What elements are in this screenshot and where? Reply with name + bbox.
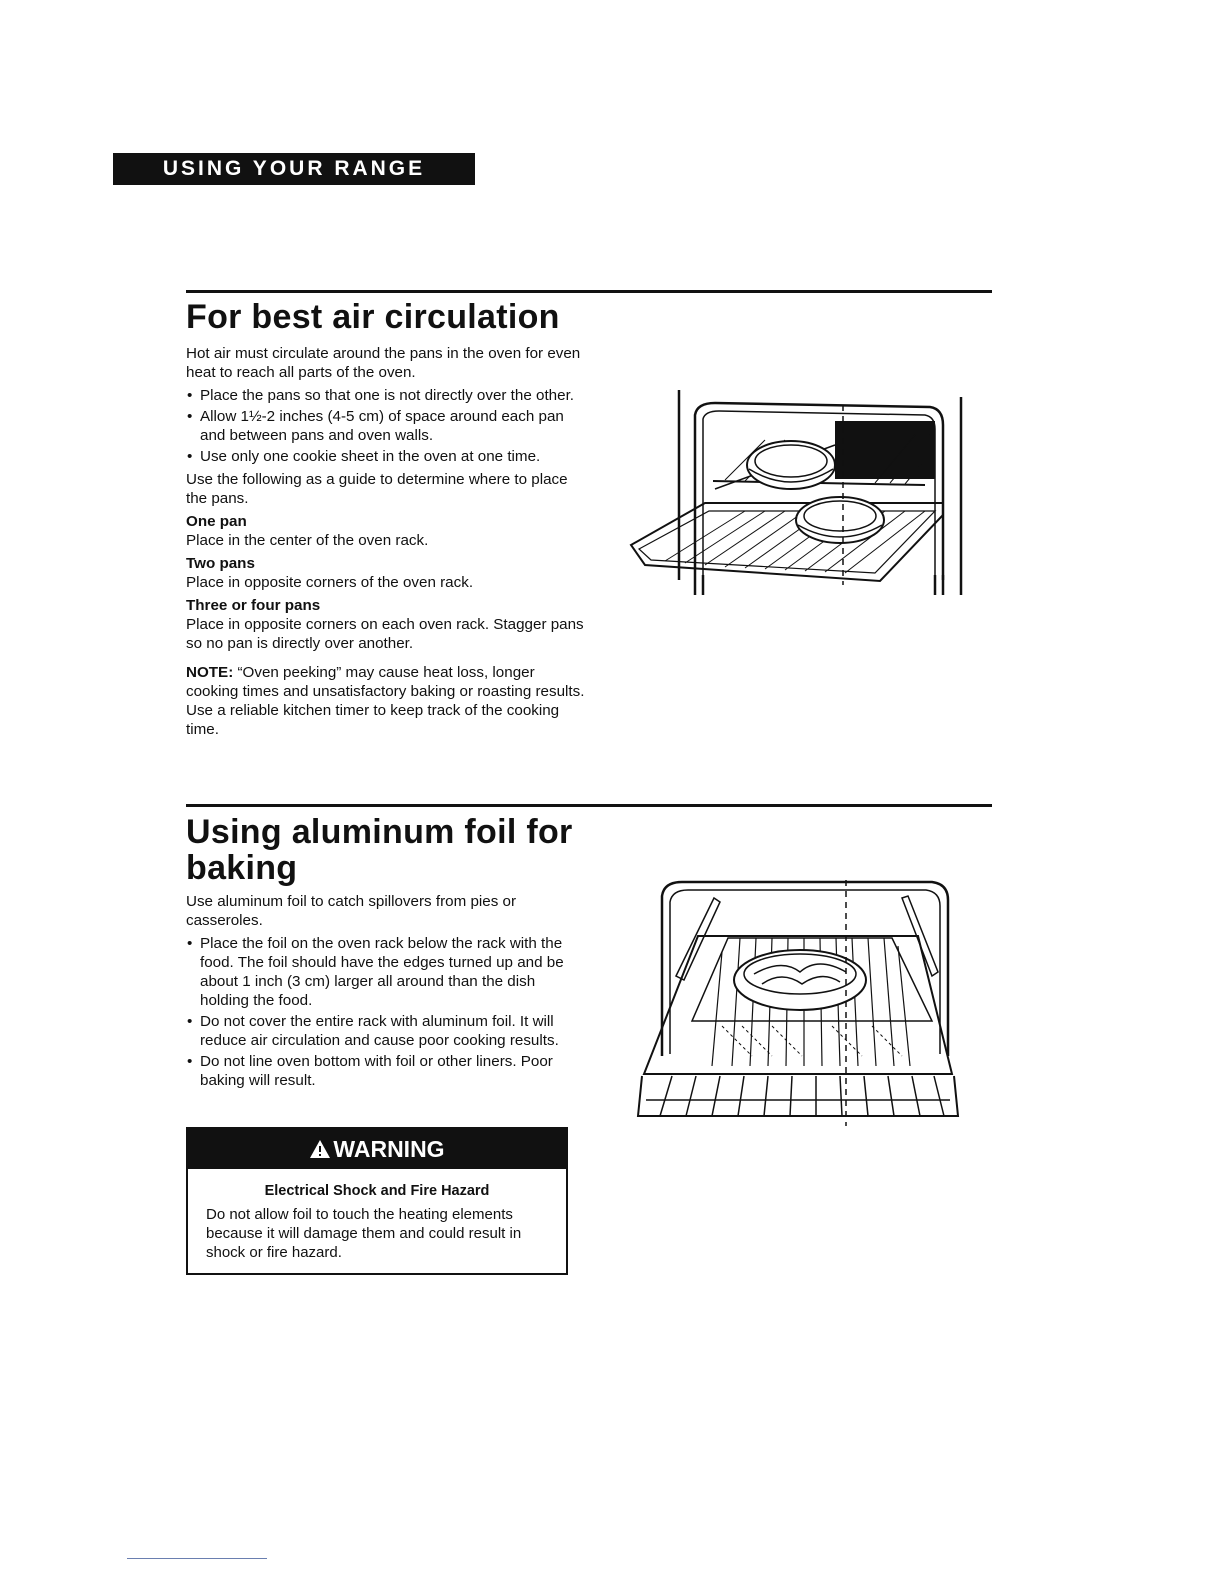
case-text-three-four-pans: Place in opposite corners on each oven rack. Stagger pans so no pan is directly over another. [186, 616, 584, 652]
warning-body: Do not allow foil to touch the heating elements because it will damage them and could result in shock or fire hazard. [206, 1206, 522, 1261]
note-text: “Oven peeking” may cause heat loss, longer cooking times and unsatisfactory baking or roasting results. Use a reliable kitchen timer to keep track of the cooking time. [186, 664, 585, 738]
section-title-air-circulation: For best air circulation [186, 298, 560, 336]
warning-subheading: Electrical Shock and Fire Hazard [264, 1183, 490, 1199]
air-circulation-intro: Hot air must circulate around the pans in the oven for even heat to reach all parts of the oven. [186, 345, 581, 381]
list-item: • Do not cover the entire rack with aluminum foil. It will reduce air circulation and cause poor cooking results. [186, 1012, 586, 1050]
oven-two-pans-illustration [625, 385, 970, 600]
case-text-one-pan: Place in the center of the oven rack. [186, 532, 429, 549]
list-item: • Place the pans so that one is not directly over the other. [186, 386, 586, 405]
placement-guide-text: Use the following as a guide to determine where to place the pans. [186, 471, 568, 507]
note-paragraph [186, 663, 586, 739]
case-text-two-pans: Place in opposite corners of the oven rack. [186, 574, 474, 591]
note-label: NOTE: [186, 664, 234, 681]
footer-line [127, 1558, 267, 1559]
warning-triangle-icon [309, 1139, 331, 1159]
air-circulation-content [186, 344, 586, 743]
oven-foil-illustration [632, 876, 962, 1131]
aluminum-foil-bullets [186, 934, 586, 1090]
warning-header [188, 1129, 566, 1169]
case-heading-one-pan: One pan [186, 513, 247, 530]
section-title-line-2: baking [186, 849, 298, 887]
list-item: • Use only one cookie sheet in the oven at one time. [186, 447, 586, 466]
section-title-aluminum-foil [186, 814, 636, 886]
section-banner: USING YOUR RANGE [113, 153, 475, 185]
section-rule-top [186, 290, 992, 293]
aluminum-foil-content [186, 892, 586, 1094]
section-rule-top [186, 804, 992, 807]
section-title-line-1: Using aluminum foil for [186, 813, 573, 851]
list-item: • Place the foil on the oven rack below the rack with the food. The foil should have the edges turned up and be about 1 inch (3 cm) larger all around than the dish holding the food. [186, 934, 586, 1010]
case-heading-three-four-pans: Three or four pans [186, 597, 321, 614]
aluminum-foil-intro: Use aluminum foil to catch spillovers from pies or casseroles. [186, 893, 517, 929]
list-item: • Do not line oven bottom with foil or other liners. Poor baking will result. [186, 1052, 586, 1090]
warning-box [186, 1127, 568, 1275]
case-heading-two-pans: Two pans [186, 555, 255, 572]
warning-heading: WARNING [333, 1135, 445, 1162]
list-item: • Allow 1½-2 inches (4-5 cm) of space around each pan and between pans and oven walls. [186, 407, 586, 445]
air-circulation-bullets [186, 386, 586, 466]
